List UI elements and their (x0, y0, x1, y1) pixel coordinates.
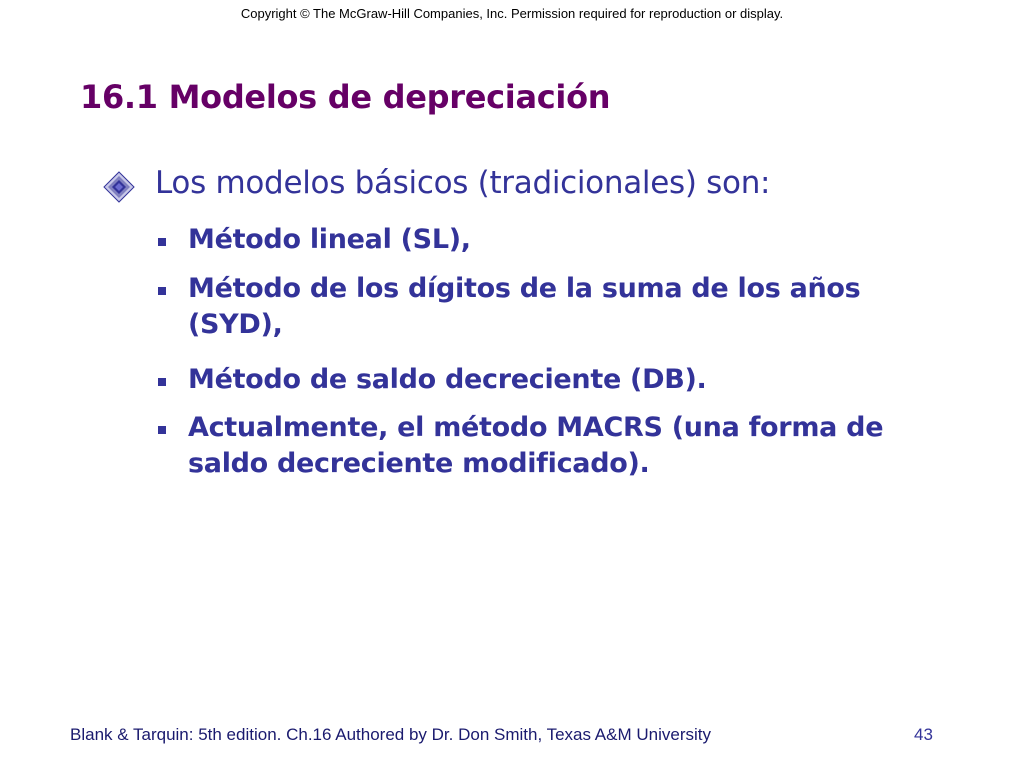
square-bullet-icon (158, 238, 166, 246)
copyright-notice: Copyright © The McGraw-Hill Companies, Inc. Permission required for reproduction or display. (240, 6, 784, 21)
list-item: Método lineal (SL), (188, 224, 471, 255)
footer-credit: Blank & Tarquin: 5th edition. Ch.16 Authored by Dr. Don Smith, Texas A&M University (70, 725, 711, 744)
slide-title: 16.1 Modelos de depreciación (80, 78, 611, 116)
diamond-bullet-icon (103, 171, 135, 203)
square-bullet-icon (158, 426, 166, 434)
page-number: 43 (914, 725, 933, 744)
list-item: Actualmente, el método MACRS (una forma de saldo decreciente modificado). (188, 412, 884, 479)
square-bullet-icon (158, 287, 166, 295)
square-bullet-icon (158, 378, 166, 386)
list-item: Método de los dígitos de la suma de los años (SYD), (188, 273, 861, 340)
list-item: Método de saldo decreciente (DB). (188, 364, 707, 395)
main-bullet-text: Los modelos básicos (tradicionales) son: (155, 165, 771, 201)
